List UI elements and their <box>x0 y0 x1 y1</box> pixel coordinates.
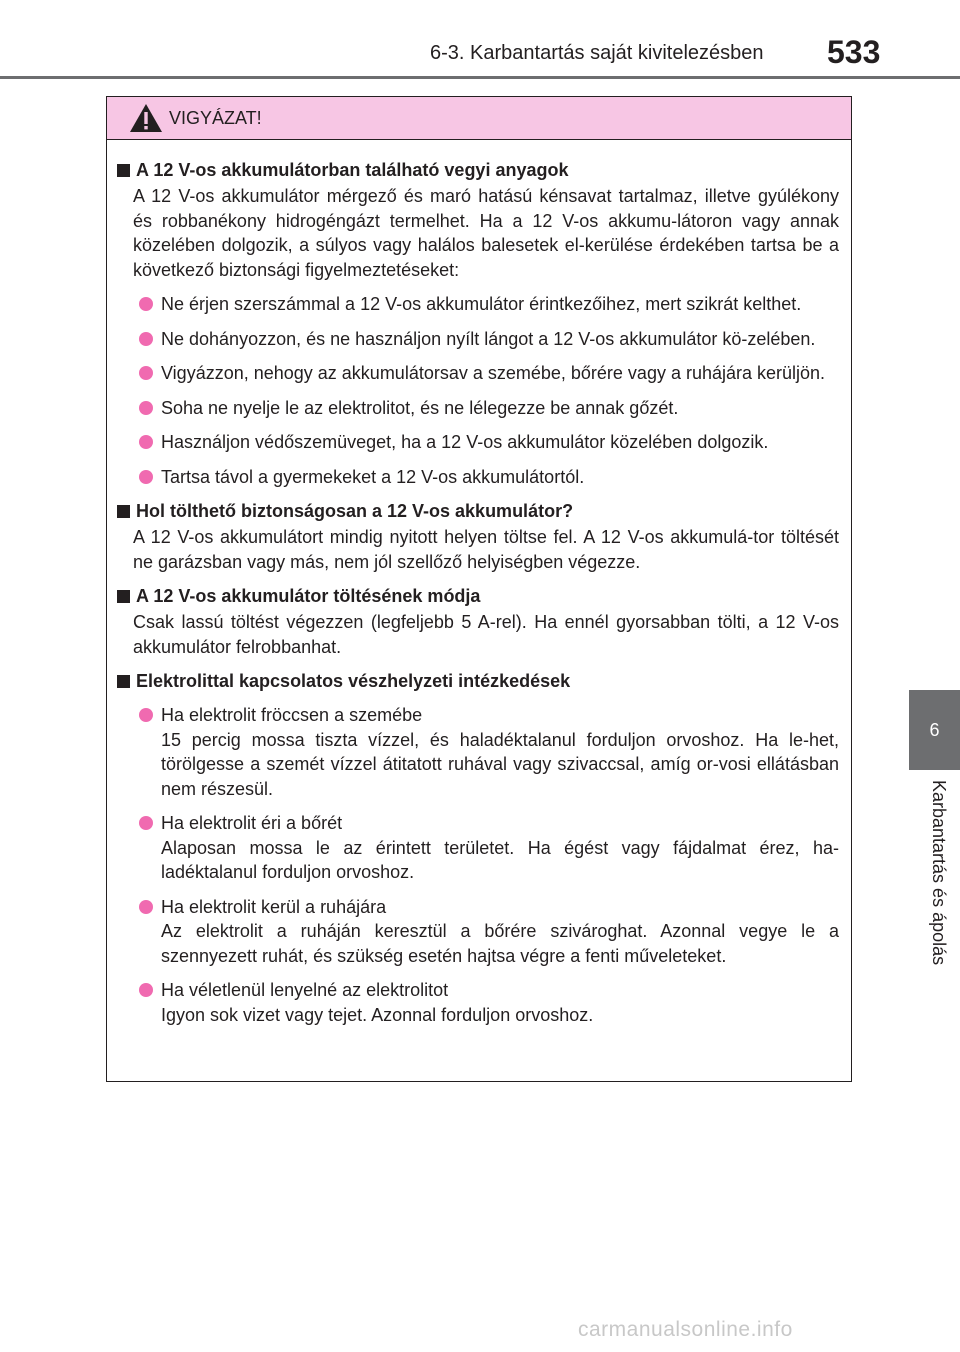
round-bullet-icon <box>139 332 153 346</box>
bullet-item <box>117 978 839 1027</box>
round-bullet-icon <box>139 470 153 484</box>
warning-header <box>107 97 851 140</box>
bullet-item-text: Tartsa távol a gyermekeket a 12 V-os akkumulátortól. <box>161 466 585 487</box>
section-heading <box>117 584 839 608</box>
watermark: carmanualsonline.info <box>578 1318 793 1341</box>
bullet-item <box>117 703 839 801</box>
bullet-item-text: Ne érjen szerszámmal a 12 V-os akkumulátor érintkezőihez, mert szikrát kelthet. <box>161 294 802 314</box>
section-heading <box>117 499 839 523</box>
bullet-item <box>117 895 839 969</box>
round-bullet-icon <box>139 297 153 311</box>
bullet-item-text: 15 percig mossa tiszta vízzel, és haladéktalanul forduljon orvoshoz. Ha le-het, törölgesse a szemét vízzel átitatott ruhával vagy szivaccsal, amíg or-vosi ellátásban nem részesül. <box>161 729 839 799</box>
warning-content <box>107 140 851 1027</box>
bullet-item-title: Ha elektrolit kerül a ruhájára <box>161 896 387 917</box>
bullet-item-title: Ha elektrolit éri a bőrét <box>161 813 343 833</box>
bullet-item <box>117 396 839 421</box>
section-title: 6-3. Karbantartás saját kivitelezésben <box>430 42 764 64</box>
bullet-item-title: Ha elektrolit fröccsen a szemébe <box>161 705 423 725</box>
bullet-item-text: Vigyázzon, nehogy az akkumulátorsav a szemébe, bőrére vagy a ruhájára kerüljön. <box>161 363 826 383</box>
square-bullet-icon <box>117 505 130 518</box>
page-number: 533 <box>827 34 881 70</box>
square-bullet-icon <box>117 590 130 603</box>
round-bullet-icon <box>139 900 153 914</box>
bullet-item <box>117 430 839 455</box>
section-paragraph: A 12 V-os akkumulátor mérgező és maró hatású kénsavat tartalmaz, illetve gyúlékony és robbanékony hidrogéngázt termelhet. Ha a 12 V-os akkumu-látoron vagy annak közelében dolgozik, a súlyos vagy halálos balesetek el-kerülése érdekében tartsa be a következő biztonsági figyelmeztetéseket: <box>133 186 839 280</box>
chapter-label: Karbantartás és ápolás <box>929 780 949 966</box>
header-divider <box>0 76 960 79</box>
round-bullet-icon <box>139 366 153 380</box>
warning-box <box>106 96 852 1082</box>
round-bullet-icon <box>139 983 153 997</box>
bullet-item-title: Ha véletlenül lenyelné az elektrolitot <box>161 980 449 1000</box>
bullet-item-text: Az elektrolit a ruháján keresztül a bőrére szivároghat. Azonnal vegye le a szennyezett ruhát, és szükség esetén hajtsa végre a fenti műveleteket. <box>161 921 839 966</box>
section-heading <box>117 669 839 693</box>
bullet-item-text: Igyon sok vizet vagy tejet. Azonnal forduljon orvoshoz. <box>161 1004 594 1025</box>
section-heading-text: A 12 V-os akkumulátorban található vegyi anyagok <box>136 160 569 180</box>
section-paragraph: Csak lassú töltést végezzen (legfeljebb 5 A-rel). Ha ennél gyorsabban tölti, a 12 V-os akkumulátor felrobbanhat. <box>133 612 839 657</box>
bullet-item <box>117 292 839 317</box>
warning-triangle-icon <box>129 103 163 133</box>
bullet-item-text: Használjon védőszemüveget, ha a 12 V-os akkumulátor közelében dolgozik. <box>161 432 769 452</box>
bullet-item-text: Ne dohányozzon, és ne használjon nyílt lángot a 12 V-os akkumulátor kö-zelében. <box>161 328 816 349</box>
square-bullet-icon <box>117 164 130 177</box>
bullet-item <box>117 465 839 490</box>
section-heading-text: Elektrolittal kapcsolatos vészhelyzeti intézkedések <box>136 671 571 691</box>
round-bullet-icon <box>139 708 153 722</box>
chapter-tab[interactable]: 6 <box>909 690 960 770</box>
section-heading-text: Hol tölthető biztonságosan a 12 V-os akkumulátor? <box>136 501 574 521</box>
bullet-item <box>117 327 839 352</box>
round-bullet-icon <box>139 816 153 830</box>
round-bullet-icon <box>139 401 153 415</box>
bullet-item-text: Alaposan mossa le az érintett területet. Ha égést vagy fájdalmat érez, ha-ladéktalanul forduljon orvoshoz. <box>161 837 839 882</box>
round-bullet-icon <box>139 435 153 449</box>
warning-title: VIGYÁZAT! <box>169 107 262 128</box>
section-heading <box>117 158 839 182</box>
bullet-item <box>117 811 839 885</box>
bullet-item-text: Soha ne nyelje le az elektrolitot, és ne lélegezze be annak gőzét. <box>161 397 679 418</box>
square-bullet-icon <box>117 675 130 688</box>
section-paragraph: A 12 V-os akkumulátort mindig nyitott helyen töltse fel. A 12 V-os akkumulá-tor töltését ne garázsban vagy más, nem jól szellőző helyiségben végezze. <box>133 527 839 572</box>
bullet-item <box>117 361 839 386</box>
section-heading-text: A 12 V-os akkumulátor töltésének módja <box>136 586 481 606</box>
